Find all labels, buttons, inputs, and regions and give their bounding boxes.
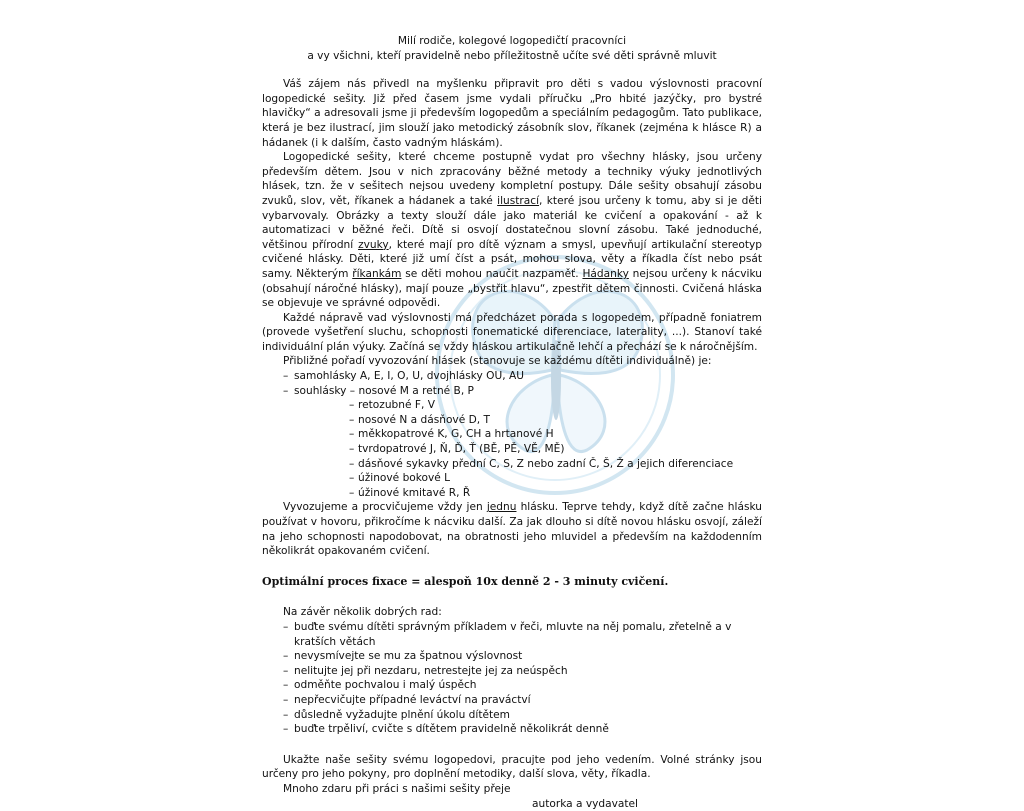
list-item: – nosové N a dásňové D, T <box>262 413 762 428</box>
signature: autorka a vydavatel <box>262 797 762 811</box>
optimal-fixation-heading: Optimální proces fixace = alespoň 10x denně 2 - 3 minuty cvičení. <box>262 575 762 590</box>
list-item: – nevysmívejte se mu za špatnou výslovnost <box>262 649 762 664</box>
list-item: – samohlásky A, E, I, O, U, dvojhlásky OU, AU <box>262 369 762 384</box>
paragraph-good-luck: Mnoho zdaru při práci s našimi sešity přeje <box>262 782 762 797</box>
list-item: – úžinové kmitavé R, Ř <box>262 486 762 501</box>
list-item: – důsledně vyžadujte plnění úkolu dítětem <box>262 708 762 723</box>
order-intro: Přibližné pořadí vyvozování hlásek (stanovuje se každému dítěti individuálně) je: <box>262 354 762 369</box>
list-item: – tvrdopatrové J, Ň, Ď, Ť (BĚ, PĚ, VĚ, MĚ) <box>262 442 762 457</box>
list-item: – buďte svému dítěti správným příkladem v řeči, mluvte na něj pomalu, zřetelně a v kratších větách <box>262 620 762 649</box>
list-item: – souhlásky – nosové M a retné B, P <box>262 384 762 399</box>
list-item: – buďte trpěliví, cvičte s dítětem pravidelně několikrát denně <box>262 722 762 737</box>
paragraph-workbooks: Logopedické sešity, které chceme postupně vydat pro všechny hlásky, jsou určeny především dětem. Jsou v nich zpracovány běžné metody a techniky výuky jednotlivých hlásek, tzn. že v sešitech nejsou uvedeny kompletní postupy. Dále sešity obsahují zásobu zvuků, slov, vět, říkanek a hádanek a také ilustrací, které jsou určeny k tomu, aby si je děti vybarvovaly. Obrázky a texty slouží dále jako materiál ke cvičení a opakování - až k automatizaci v běžné řeči. Dítě si osvojí dostatečnou slovní zásobu. Také jednoduché, většinou přírodní zvuky, které mají pro dítě význam a smysl, upevňují artikulační stereotyp cvičené hlásky. Děti, které již umí číst a psát, mohou slova, věty a říkadla číst nebo psát samy. Některým říkankám se děti mohou naučit nazpaměť. Hádanky nejsou určeny k nácviku (obsahují náročné hlásky), mají pouze „bystřit hlavu“, zpestřit dětem činnosti. Cvičená hláska se objevuje ve správné odpovědi. <box>262 150 762 311</box>
list-item: – úžinové bokové L <box>262 471 762 486</box>
list-item: – nelitujte jej při nezdaru, netrestejte jej za neúspěch <box>262 664 762 679</box>
paragraph-show-workbooks: Ukažte naše sešity svému logopedovi, pracujte pod jeho vedením. Volné stránky jsou určeny pro jeho pokyny, pro doplnění metodiky, další slova, věty, říkadla. <box>262 753 762 782</box>
document-page <box>262 34 762 811</box>
list-item: – odměňte pochvalou i malý úspěch <box>262 678 762 693</box>
list-item: – dásňové sykavky přední C, S, Z nebo zadní Č, Š, Ž a jejich diferenciace <box>262 457 762 472</box>
greeting-line-1: Milí rodiče, kolegové logopedičtí pracovníci <box>262 34 762 49</box>
list-item: – retozubné F, V <box>262 398 762 413</box>
paragraph-one-sound: Vyvozujeme a procvičujeme vždy jen jednu hlásku. Teprve tehdy, když dítě začne hlásku používat v hovoru, přikročíme k nácviku další. Za jak dlouho si dítě novou hlásku osvojí, záleží na jeho schopnosti napodobovat, na obratnosti jeho mluvidel a především na každodenním několikrát opakovaném cvičení. <box>262 500 762 558</box>
greeting-line-2: a vy všichni, kteří pravidelně nebo příležitostně učíte své děti správně mluvit <box>262 49 762 64</box>
advice-intro: Na závěr několik dobrých rad: <box>262 605 762 620</box>
list-item: – nepřecvičujte případné leváctví na praváctví <box>262 693 762 708</box>
paragraph-speech-therapist: Každé nápravě vad výslovnosti má předcházet porada s logopedem, případně foniatrem (provede vyšetření sluchu, schopnosti fonematické diferenciace, laterality, ...). Stanoví také individuální plán výuky. Začíná se vždy hláskou artikulačně lehčí a přechází se k náročnějším. <box>262 311 762 355</box>
paragraph-intro: Váš zájem nás přivedl na myšlenku připravit pro děti s vadou výslovnosti pracovní logopedické sešity. Již před časem jsme vydali příručku „Pro hbité jazýčky, pro bystré hlavičky“ a adresovali jsme ji především logopedům a speciálním pedagogům. Tato publikace, která je bez ilustrací, jim slouží jako metodický zásobník slov, říkanek (zejména k hlásce R) a hádanek (i k dalším, často vadným hláskám). <box>262 77 762 150</box>
list-item: – měkkopatrové K, G, CH a hrtanové H <box>262 427 762 442</box>
